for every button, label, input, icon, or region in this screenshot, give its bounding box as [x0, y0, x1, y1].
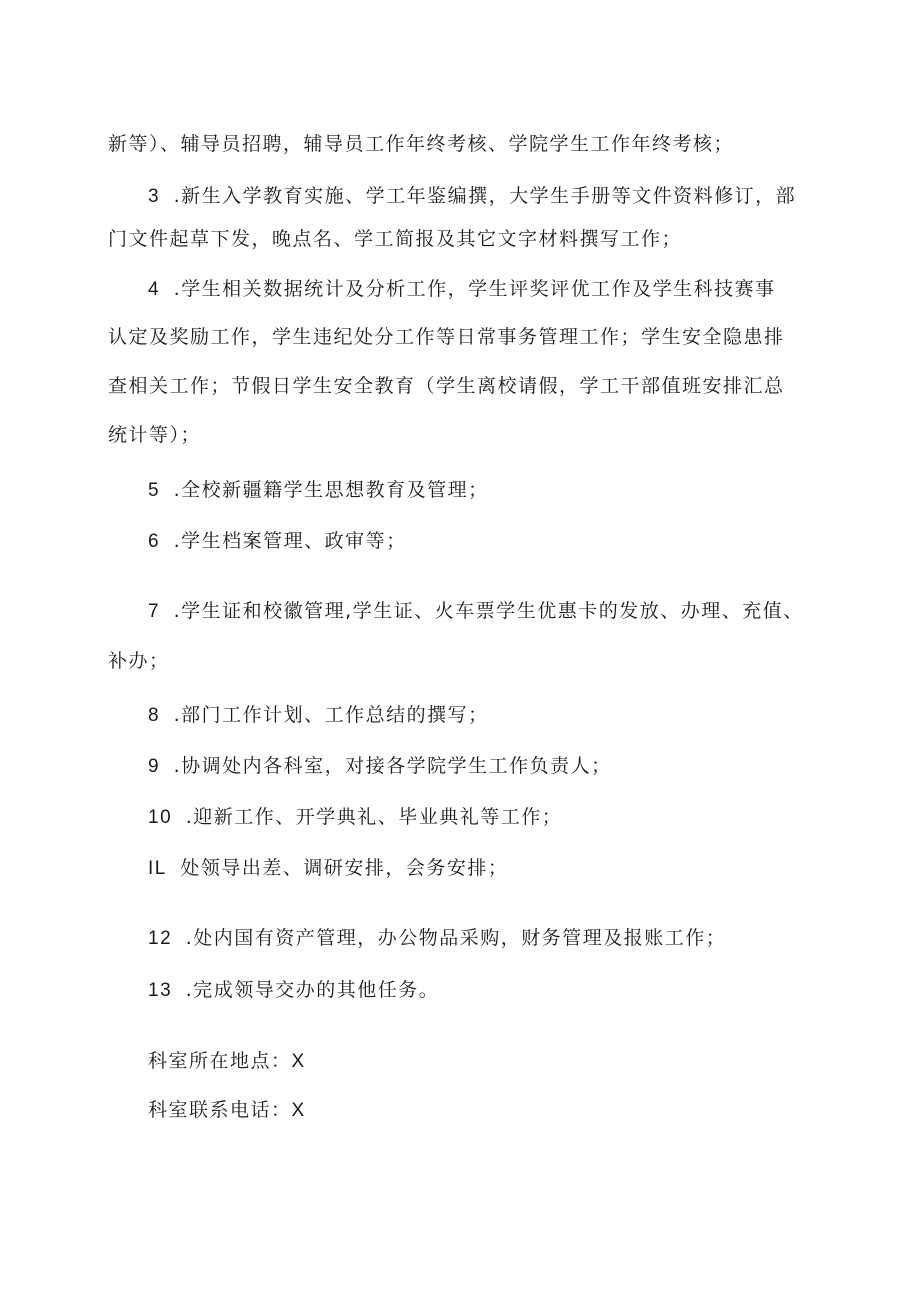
line-text: 新等）、辅导员招聘，辅导员工作年终考核、学院学生工作年终考核； [108, 133, 735, 155]
item-text: .完成领导交办的其他任务。 [185, 979, 440, 1001]
item-number: 4 [148, 279, 161, 300]
item-number: 8 [148, 705, 161, 726]
item-text: .学生证和校徽管理,学生证、火车票学生优惠卡的发放、办理、充值、 [173, 600, 804, 622]
line-text: 门文件起草下发，晚点名、学工简报及其它文字材料撰写工作； [108, 228, 683, 250]
duty-item-3-continuation [108, 226, 682, 252]
duty-item-5 [148, 477, 489, 504]
office-location-value: X [291, 1051, 306, 1072]
office-phone [148, 1097, 306, 1124]
item-number: 6 [148, 531, 161, 552]
item-number: 5 [148, 480, 161, 501]
duty-item-7 [148, 598, 804, 625]
office-phone-value: X [291, 1100, 306, 1121]
duty-item-3 [148, 183, 796, 210]
line-text: 查相关工作；节假日学生安全教育（学生离校请假，学工干部值班安排汇总 [108, 375, 785, 397]
item-text: .迎新工作、开学典礼、毕业典礼等工作； [185, 806, 563, 828]
duty-item-13 [148, 977, 439, 1004]
line-text: 补办； [108, 650, 170, 672]
item-text: .全校新疆籍学生思想教育及管理； [173, 479, 489, 501]
item-text: .处内国有资产管理，办公物品采购，财务管理及报账工作； [185, 927, 727, 949]
item-number: 9 [148, 756, 161, 777]
line-text: 统计等）； [108, 424, 202, 446]
duty-item-11 [148, 855, 508, 882]
item-number: 13 [148, 980, 173, 1001]
item-text: .协调处内各科室，对接各学院学生工作负责人； [173, 755, 612, 777]
item-text: 处领导出差、调研安排，会务安排； [180, 857, 509, 879]
item-number: 10 [148, 807, 173, 828]
item-number: IL [148, 858, 167, 879]
duty-item-4-continuation [108, 324, 785, 350]
item-number: 7 [148, 601, 161, 622]
duty-item-8 [148, 702, 489, 729]
office-phone-label: 科室联系电话： [148, 1099, 292, 1121]
duty-item-7-continuation [108, 648, 170, 674]
duty-item-12 [148, 925, 726, 952]
duty-item-4 [148, 276, 776, 303]
item-text: .新生入学教育实施、学工年鉴编撰，大学生手册等文件资料修订，部 [173, 185, 797, 207]
duty-item-10 [148, 804, 562, 831]
line-text: 认定及奖励工作，学生违纪处分工作等日常事务管理工作；学生安全隐患排 [108, 326, 785, 348]
duty-item-4-continuation [108, 373, 785, 399]
duty-item-4-continuation [108, 422, 201, 448]
duty-item-2-continuation [108, 131, 734, 157]
item-number: 12 [148, 928, 173, 949]
item-text: .部门工作计划、工作总结的撰写； [173, 704, 489, 726]
duty-item-6 [148, 528, 407, 555]
office-location [148, 1048, 306, 1075]
office-location-label: 科室所在地点： [148, 1050, 292, 1072]
duty-item-9 [148, 753, 612, 780]
item-text: .学生相关数据统计及分析工作，学生评奖评优工作及学生科技赛事 [173, 278, 776, 300]
item-number: 3 [148, 186, 161, 207]
item-text: .学生档案管理、政审等； [173, 530, 407, 552]
